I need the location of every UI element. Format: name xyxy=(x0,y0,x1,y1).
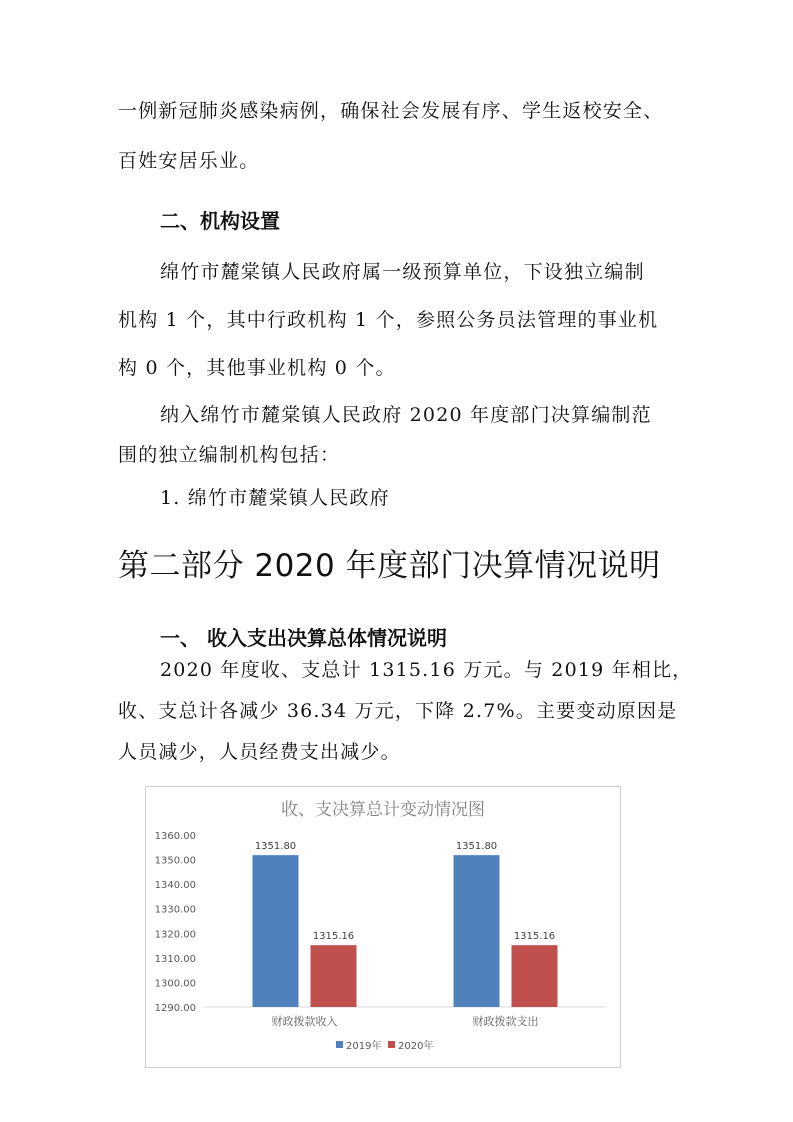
paragraph-line: 一例新冠肺炎感染病例，确保社会发展有序、学生返校安全、 xyxy=(118,100,664,122)
y-tick-label: 1330.00 xyxy=(154,904,196,916)
y-tick-label: 1290.00 xyxy=(154,1003,196,1014)
legend-label: 2019年 xyxy=(346,1041,382,1052)
chart-canvas xyxy=(146,787,620,1067)
subsection-heading: 一、 收入支出决算总体情况说明 xyxy=(160,626,447,650)
paragraph-line: 纳入绵竹市麓棠镇人民政府 2020 年度部门决算编制范 xyxy=(160,404,652,426)
bar-chart xyxy=(145,786,621,1068)
legend-swatch xyxy=(388,1041,395,1048)
bar xyxy=(311,945,357,1007)
list-item: 1. 绵竹市麓棠镇人民政府 xyxy=(160,487,390,509)
paragraph-line: 收、支总计各减少 36.34 万元，下降 2.7%。主要变动原因是 xyxy=(118,700,678,722)
bar xyxy=(253,855,299,1007)
part-heading: 第二部分 2020 年度部门决算情况说明 xyxy=(118,548,661,584)
section-heading: 二、机构设置 xyxy=(160,209,280,233)
data-label: 1315.16 xyxy=(513,931,556,943)
data-label: 1351.80 xyxy=(254,841,297,853)
category-label: 财政拨款支出 xyxy=(472,1015,539,1028)
y-tick-label: 1340.00 xyxy=(154,880,196,892)
legend-swatch xyxy=(336,1041,343,1048)
paragraph-line: 机构 1 个，其中行政机构 1 个，参照公务员法管理的事业机 xyxy=(118,309,659,331)
category-label: 财政拨款收入 xyxy=(271,1015,338,1028)
y-tick-label: 1310.00 xyxy=(154,953,196,965)
paragraph-line: 绵竹市麓棠镇人民政府属一级预算单位，下设独立编制 xyxy=(160,261,645,283)
bar xyxy=(454,855,500,1007)
data-label: 1351.80 xyxy=(455,841,498,853)
y-tick-label: 1300.00 xyxy=(154,978,196,990)
data-label: 1315.16 xyxy=(312,931,355,943)
bar xyxy=(512,945,558,1007)
y-tick-label: 1320.00 xyxy=(154,929,196,941)
legend-label: 2020年 xyxy=(398,1041,434,1052)
paragraph-line: 构 0 个，其他事业机构 0 个。 xyxy=(118,357,396,379)
paragraph-line: 围的独立编制机构包括： xyxy=(118,444,341,466)
chart-title: 收、支决算总计变动情况图 xyxy=(281,800,485,820)
paragraph-line: 2020 年度收、支总计 1315.16 万元。与 2019 年相比， xyxy=(160,659,693,681)
paragraph-line: 人员减少，人员经费支出减少。 xyxy=(118,741,401,763)
y-tick-label: 1350.00 xyxy=(154,855,196,867)
y-tick-label: 1360.00 xyxy=(154,831,196,842)
paragraph-line: 百姓安居乐业。 xyxy=(118,150,260,172)
